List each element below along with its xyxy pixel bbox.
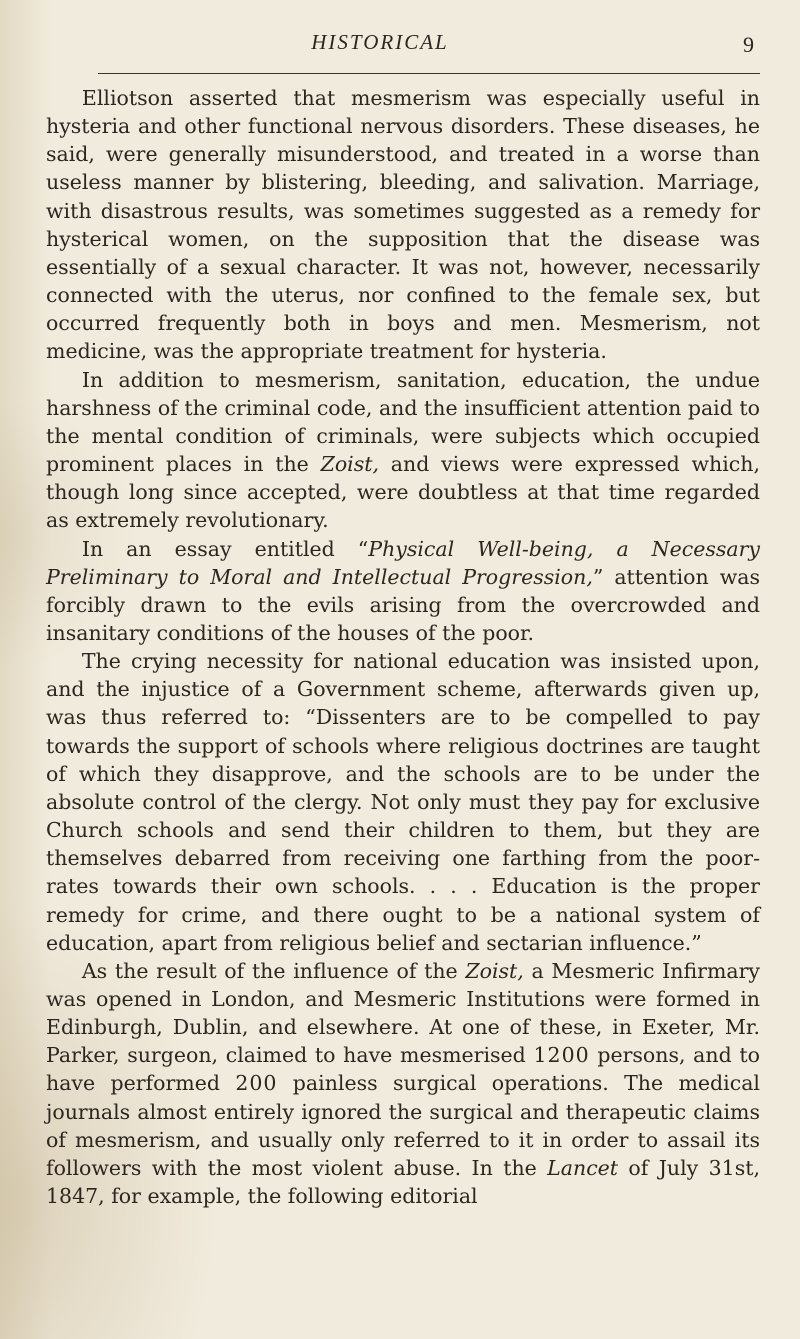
text-run: ” attention was forcibly drawn to the evils arising from the overcrowded and insanitary conditions of the houses of the poor. bbox=[46, 564, 760, 645]
italic-title: Zoist, bbox=[320, 452, 379, 477]
text-run: As the result of the influence of the bbox=[81, 958, 466, 983]
text-run: The crying necessity for national education was insisted upon, and the injustice of a Government scheme, afterwards given up, was thus referred to: “Dissenters are to be compelled to pay towards the support of schools where religious doctrines are taught of which they disapprove, and the schools are to be under the absolute control of the clergy. Not only must they pay for exclusive Church schools and send their children to them, but they are themselves debarred from receiving one farthing from the poor-rates towards their own schools. . . . Education is the proper remedy for crime, and there ought to be a national system of education, apart from religious belief and sectarian influence.” bbox=[46, 649, 760, 955]
text-run: persons, and to have performed bbox=[46, 1043, 760, 1096]
italic-title: Physical Well-being, a Necessary Preliminary to Moral and Intellectual Progression, bbox=[46, 536, 760, 589]
text-run: of July 31st, 1847, for example, the following editorial bbox=[46, 1155, 760, 1209]
number-text: 1200 bbox=[533, 1043, 590, 1068]
header-rule bbox=[98, 73, 760, 74]
text-run: In an essay entitled “ bbox=[81, 536, 369, 561]
text-run: a Mesmeric Infirmary was opened in London, and Mesmeric Institutions were formed in Edinburgh, Dublin, and elsewhere. At one of these, in Exeter, Mr. Parker, surgeon, claimed to have mesmerised bbox=[46, 958, 760, 1068]
paragraph bbox=[46, 84, 760, 366]
paragraph bbox=[46, 535, 760, 648]
running-head bbox=[0, 30, 800, 70]
page-number: 9 bbox=[743, 32, 754, 57]
number-text: 200 bbox=[235, 1071, 278, 1096]
text-run: In addition to mesmerism, sanitation, education, the undue harshness of the criminal code, and the insufficient attention paid to the mental condition of criminals, were subjects which occupied prominent places in the bbox=[46, 367, 760, 477]
text-run: painless surgical operations. The medical journals almost entirely ignored the surgical and therapeutic claims of mesmerism, and usually only referred to it in order to assail its followers with the most violent abuse. In the bbox=[46, 1071, 760, 1180]
italic-title: Zoist, bbox=[465, 958, 524, 983]
paragraph bbox=[46, 957, 760, 1210]
paragraph bbox=[46, 366, 760, 535]
paragraph bbox=[46, 647, 760, 957]
italic-title: Lancet bbox=[547, 1155, 619, 1180]
text-run: Elliotson asserted that mesmerism was especially useful in hysteria and other functional nervous disorders. These diseases, he said, were generally misunderstood, and treated in a worse than useless manner by blistering, bleeding, and salivation. Marriage, with disastrous results, was sometimes suggested as a remedy for hysterical women, on the supposition that the disease was essentially of a sexual character. It was not, however, necessarily connected with the uterus, nor confined to the female sex, but occurred frequently both in boys and men. Mesmerism, not medicine, was the appropriate treatment for hysteria. bbox=[46, 86, 760, 364]
body-text bbox=[46, 84, 760, 1210]
running-head-title: HISTORICAL bbox=[311, 30, 449, 54]
text-run: and views were expressed which, though long since accepted, were doubtless at that time regarded as extremely revolutionary. bbox=[46, 452, 760, 533]
